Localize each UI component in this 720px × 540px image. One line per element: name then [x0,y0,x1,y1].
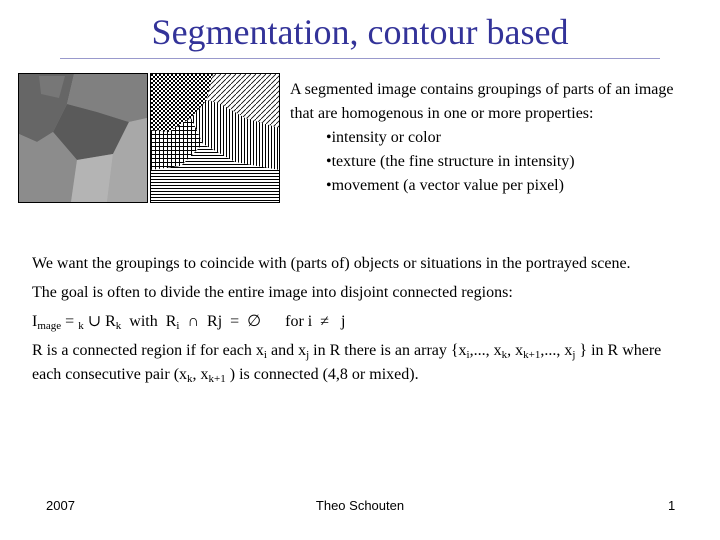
slide-title: Segmentation, contour based [151,12,569,52]
intro-text: A segmented image contains groupings of parts of an image that are homogenous in one or more properties: [290,81,674,122]
paragraph-goal: The goal is often to divide the entire image into disjoint connected regions: [32,284,513,301]
footer-author: Theo Schouten [315,498,405,513]
intensity-segmentation-image [18,73,148,203]
footer-page-number: 1 [668,498,676,513]
paragraph-groupings: We want the groupings to coincide with (parts of) objects or situations in the portrayed scene. [32,255,631,272]
texture-segmentation-image [150,73,280,203]
title-divider [60,58,660,59]
property-list [290,126,700,198]
footer-year: 2007 [46,498,75,513]
body-text [32,252,692,392]
bullet-intensity: •intensity or color [326,129,441,146]
intro-block [290,78,700,198]
paragraph-connected-region: R is a connected region if for each $x_i$ and $x_j$ in R there is an array {$x_i$,..., $x_k$, $x_{k+1}$,..., $x_j$ } in R where each consecutive pair ($x_k$, $x_{k+1}$ ) is connected (4,8 or mixed). [32,342,662,385]
bullet-movement: •movement (a vector value per pixel) [326,177,564,194]
bullet-texture: •texture (the fine structure in intensity) [326,153,575,170]
union-formula: $I_{mage} = _k$ ∪ $R_k$ with $R_i$ ∩ Rj = ∅ for i ≠ j [32,313,346,332]
